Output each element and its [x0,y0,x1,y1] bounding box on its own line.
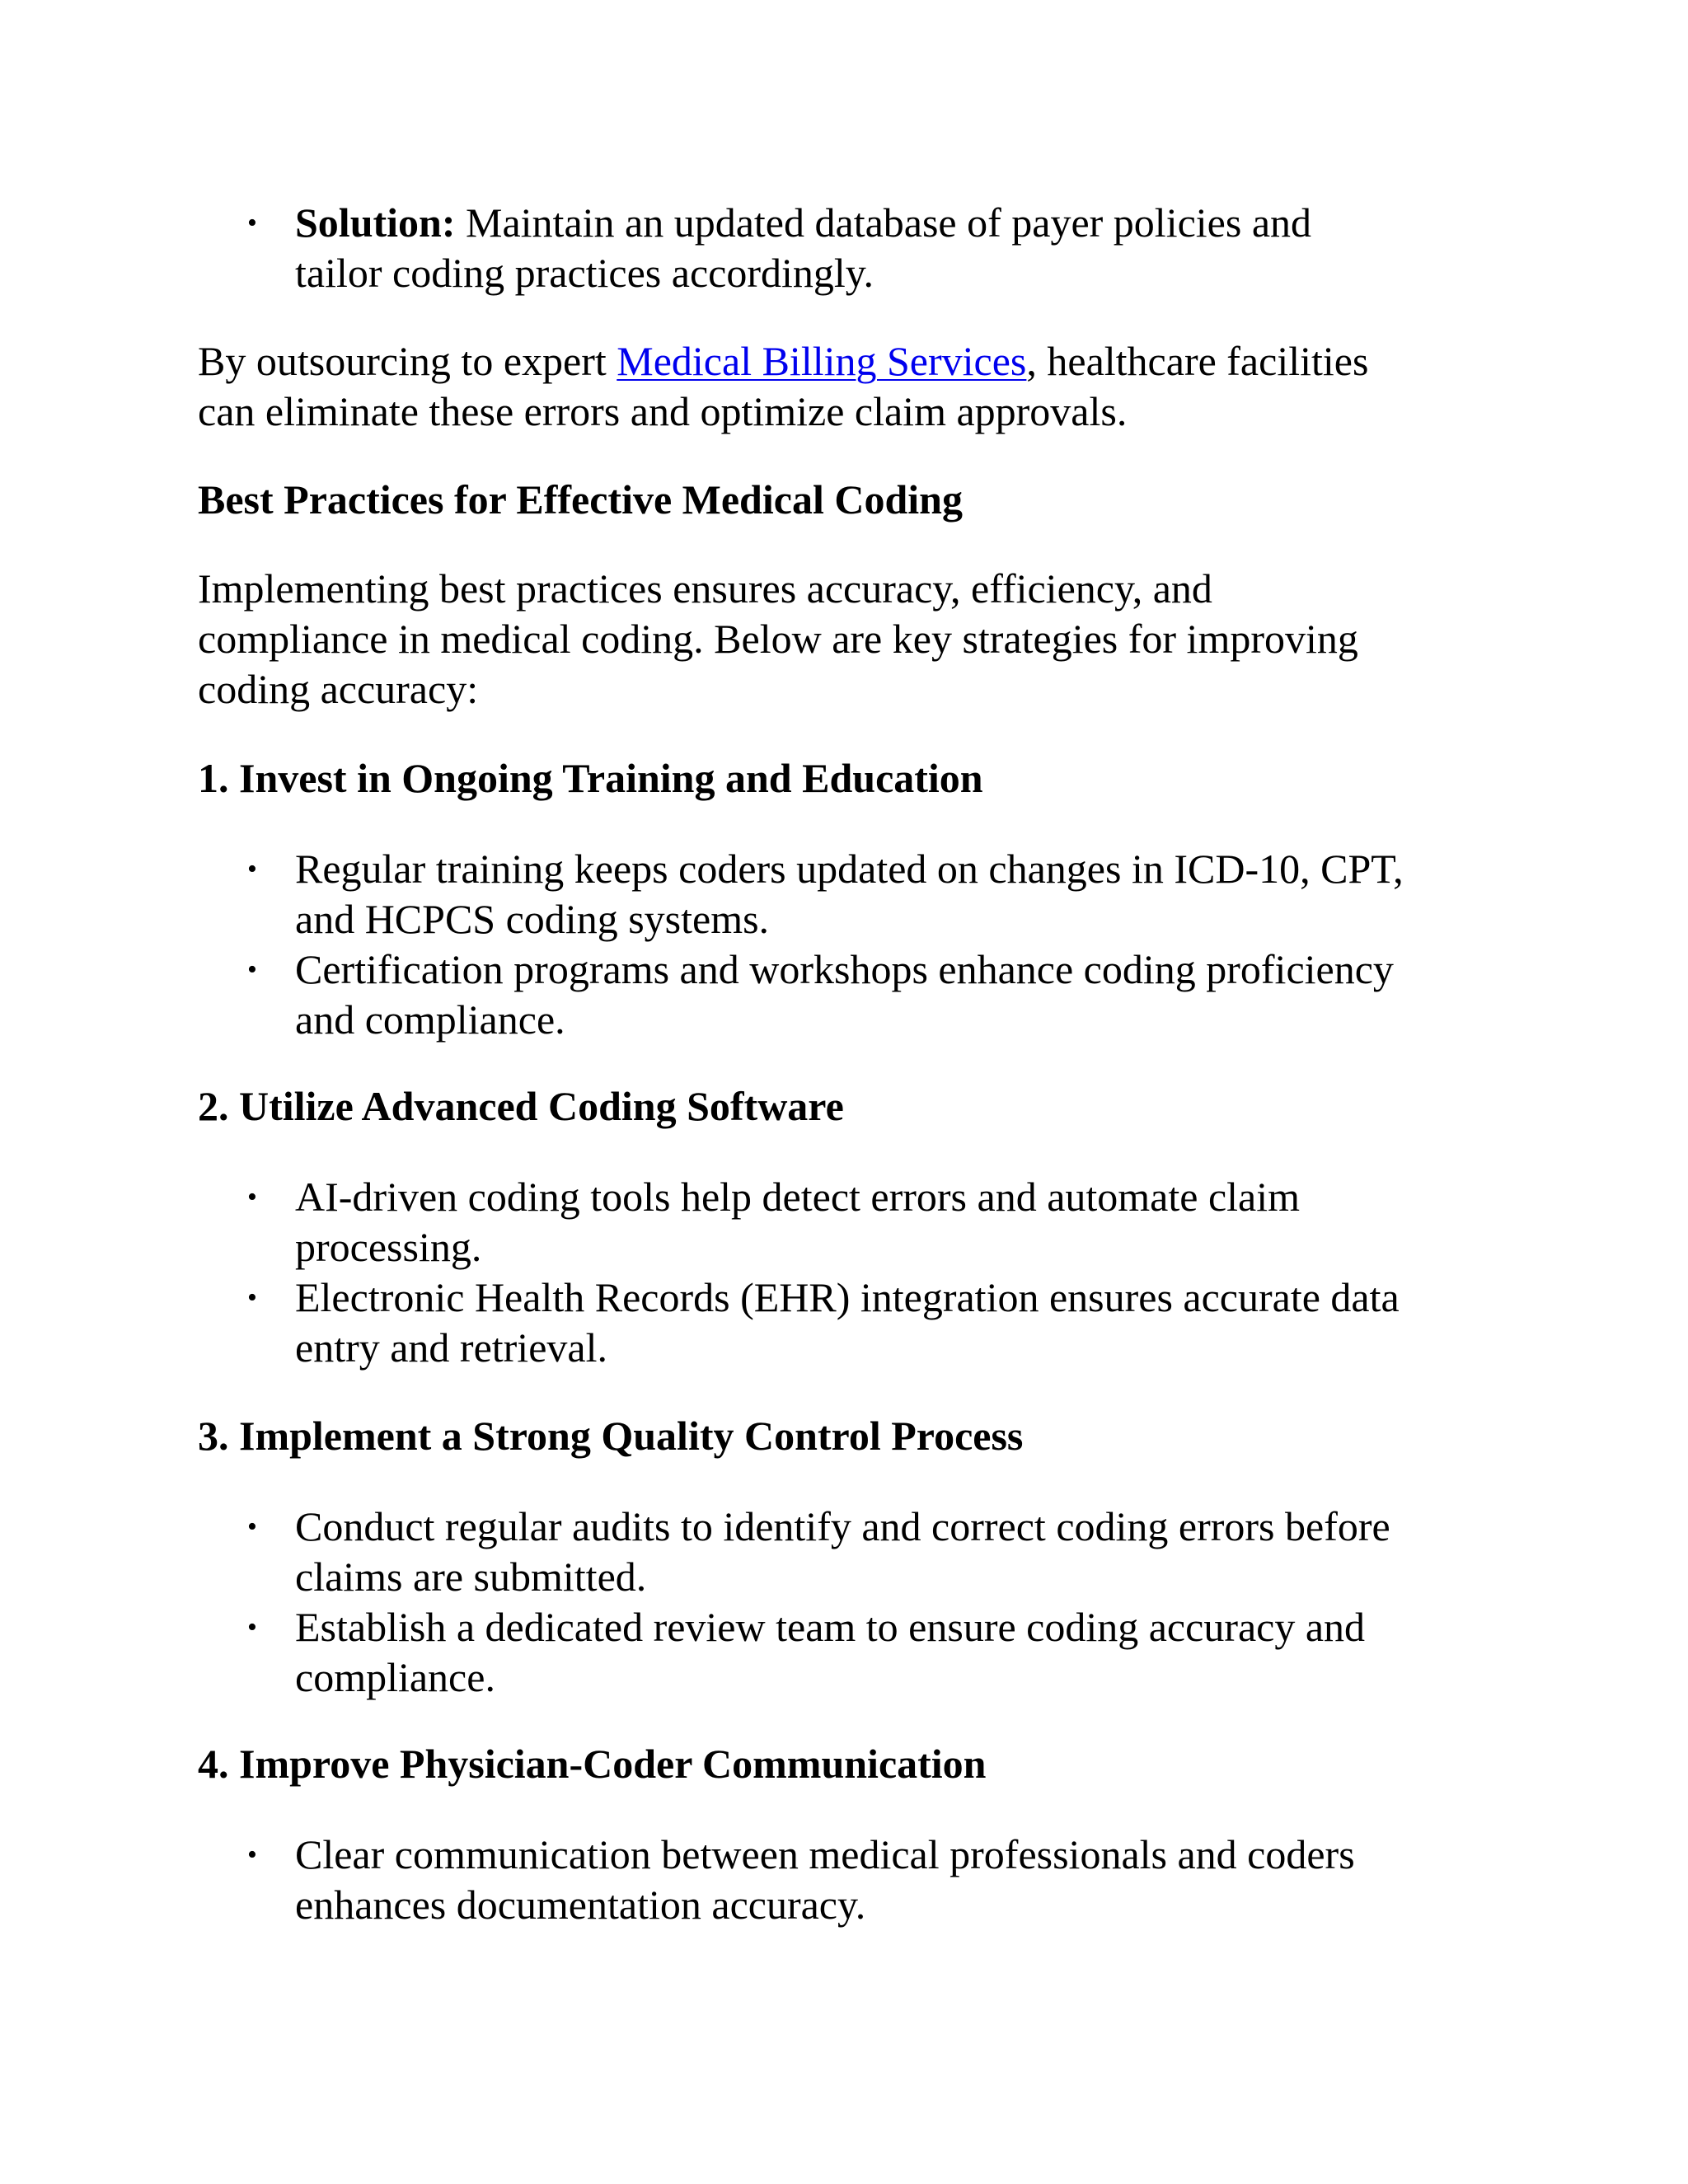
list-item [247,1172,1301,1272]
list-item [247,1272,1400,1373]
bullet-icon: • [247,208,257,238]
list-item-line-2: and compliance. [295,996,565,1043]
list-item-line-2: processing. [295,1224,482,1270]
intro-line-2: compliance in medical coding. Below are key strategies for improving [198,616,1358,662]
intro-line-3: coding accuracy: [198,666,479,712]
list-item-line-1: Establish a dedicated review team to ensure coding accuracy and [295,1604,1366,1650]
list-item [247,1830,1355,1930]
bullet-icon: • [247,854,257,884]
list-item-line-2: compliance. [295,1654,495,1700]
outsourcing-paragraph [198,336,1368,437]
solution-label: Solution: [295,199,456,246]
list-item-line-2: entry and retrieval. [295,1324,607,1371]
list-item [247,844,1404,944]
medical-billing-services-link[interactable]: Medical Billing Services [617,338,1027,384]
solution-bullet [247,198,1312,298]
intro-line-1: Implementing best practices ensures accuracy, efficiency, and [198,565,1212,612]
list-item-line-1: AI-driven coding tools help detect errors and automate claim [295,1174,1301,1220]
outsourcing-text-after: , healthcare facilities [1026,338,1369,384]
solution-text-1: Maintain an updated database of payer policies and [455,199,1312,246]
outsourcing-text-before: By outsourcing to expert [198,338,617,384]
list-item [247,1602,1366,1703]
bullet-icon: • [247,1840,257,1870]
section-heading-software: 2. Utilize Advanced Coding Software [198,1083,844,1129]
list-item-line-1: Clear communication between medical professionals and coders [295,1831,1355,1877]
bullet-icon: • [247,954,257,985]
outsourcing-line-1 [198,336,1368,387]
section-heading-quality-control: 3. Implement a Strong Quality Control Process [198,1413,1024,1459]
best-practices-intro [198,564,1358,715]
list-item-line-1: Regular training keeps coders updated on changes in ICD-10, CPT, [295,846,1404,892]
section-heading-training: 1. Invest in Ongoing Training and Education [198,755,983,801]
outsourcing-line-2: can eliminate these errors and optimize claim approvals. [198,388,1128,434]
list-item-line-1: Conduct regular audits to identify and correct coding errors before [295,1503,1390,1549]
list-item-line-1: Electronic Health Records (EHR) integration ensures accurate data [295,1274,1400,1320]
bullet-icon: • [247,1182,257,1212]
bullet-icon: • [247,1612,257,1643]
solution-line-2: tailor coding practices accordingly. [295,250,874,296]
list-item-line-2: and HCPCS coding systems. [295,896,770,942]
best-practices-title: Best Practices for Effective Medical Coding [198,476,963,523]
solution-line-1 [295,198,1311,248]
list-item-line-1: Certification programs and workshops enhance coding proficiency [295,946,1394,992]
bullet-icon: • [247,1511,257,1542]
section-heading-communication: 4. Improve Physician-Coder Communication [198,1741,987,1787]
list-item-line-2: enhances documentation accuracy. [295,1882,866,1928]
bullet-icon: • [247,1282,257,1313]
list-item-line-2: claims are submitted. [295,1554,647,1600]
list-item [247,944,1394,1045]
list-item [247,1502,1390,1602]
